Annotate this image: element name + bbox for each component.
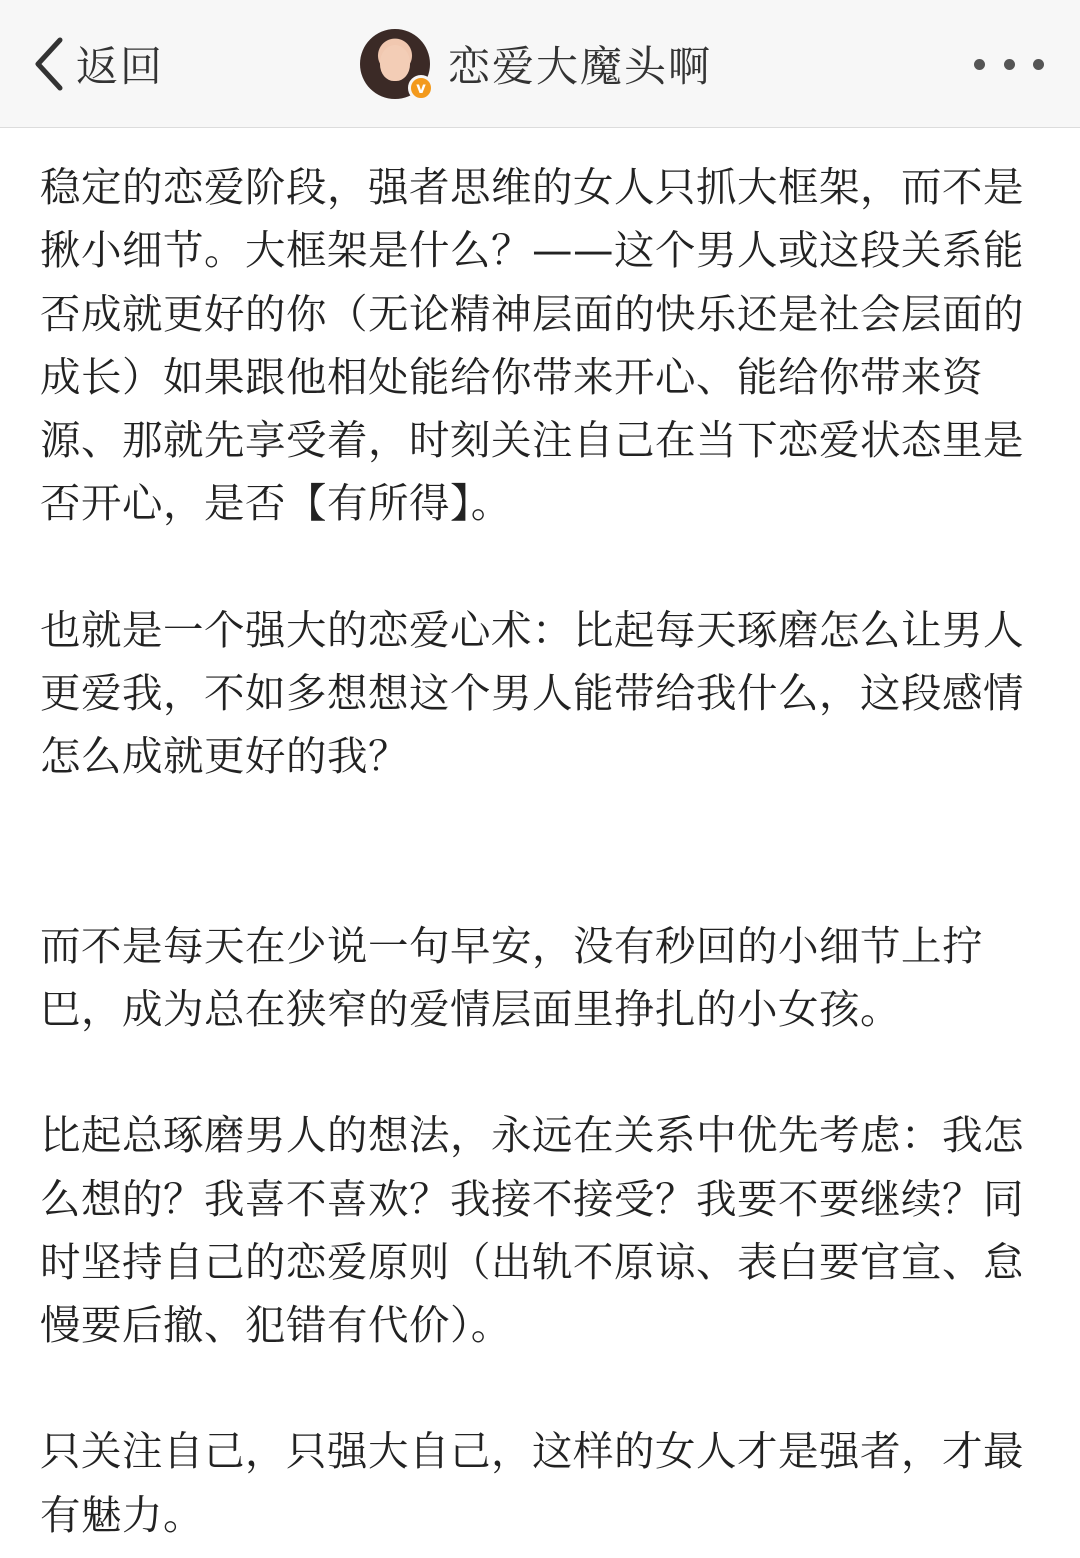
more-options-button[interactable] xyxy=(974,50,1044,78)
paragraph-spacer xyxy=(40,789,1045,915)
more-dots-icon xyxy=(1033,59,1044,70)
top-navbar xyxy=(0,0,1080,128)
paragraph-spacer xyxy=(40,1041,1045,1104)
account-name[interactable]: 恋爱大魔头啊 xyxy=(448,42,713,91)
paragraph-spacer xyxy=(40,536,1045,599)
article-body xyxy=(40,156,1045,1547)
more-dots-icon xyxy=(1004,59,1015,70)
back-button[interactable] xyxy=(32,34,164,94)
account-header[interactable] xyxy=(360,28,712,100)
back-label: 返回 xyxy=(76,42,165,91)
article-paragraph: 只关注自己，只强大自己，这样的女人才是强者，才最有魅力。 xyxy=(40,1427,1024,1539)
chevron-left-icon xyxy=(32,34,68,94)
article-paragraph: 而不是每天在少说一句早安，没有秒回的小细节上拧巴，成为总在狭窄的爱情层面里挣扎的小女孩。 xyxy=(40,921,983,1033)
more-dots-icon xyxy=(974,59,985,70)
article-paragraph: 也就是一个强大的恋爱心术：比起每天琢磨怎么让男人更爱我，不如多想想这个男人能带给我什么，这段感情怎么成就更好的我？ xyxy=(40,605,1024,781)
avatar-face xyxy=(380,45,410,81)
article-paragraph: 比起总琢磨男人的想法，永远在关系中优先考虑：我怎么想的？我喜不喜欢？我接不接受？我要不要继续？同时坚持自己的恋爱原则（出轨不原谅、表白要官宣、怠慢要后撤、犯错有代价）。 xyxy=(40,1111,1024,1350)
verified-badge-icon: v xyxy=(408,75,434,101)
paragraph-spacer xyxy=(40,1357,1045,1420)
article-paragraph: 稳定的恋爱阶段，强者思维的女人只抓大框架，而不是揪小细节。大框架是什么？——这个男人或这段关系能否成就更好的你（无论精神层面的快乐还是社会层面的成长）如果跟他相处能给你带来开心、能给你带来资源、那就先享受着，时刻关注自己在当下恋爱状态里是否开心，是否【有所得】。 xyxy=(40,163,1024,528)
avatar[interactable] xyxy=(360,29,430,99)
